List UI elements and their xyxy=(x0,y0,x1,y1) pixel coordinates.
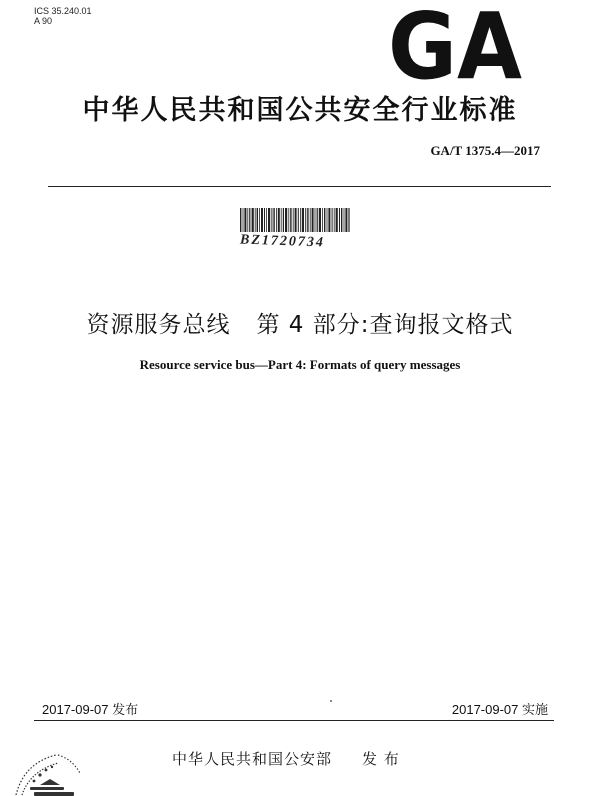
ics-code: ICS 35.240.01 xyxy=(34,6,92,16)
title-cn-part1: 资源服务总线 xyxy=(86,312,231,338)
ccs-code: A 90 xyxy=(34,16,53,26)
footer-rule xyxy=(34,720,554,721)
title-cn-part2: 第 4 部分:查询报文格式 xyxy=(256,312,514,338)
publisher-action: 发 布 xyxy=(362,750,400,768)
scan-speck xyxy=(330,700,332,702)
org-title: 中华人民共和国公共安全行业标准 xyxy=(82,95,518,126)
standard-number: GA/T 1375.4—2017 xyxy=(430,143,540,158)
classification-codes xyxy=(34,6,92,26)
implementation-date: 2017-09-07 实施 xyxy=(451,702,548,717)
ga-logo-text: GA xyxy=(388,4,522,84)
barcode-number: BZ1720734 xyxy=(239,232,326,251)
document-title-en: Resource service bus—Part 4: Formats of query messages xyxy=(139,357,461,372)
publisher xyxy=(172,748,400,769)
issue-date: 2017-09-07 发布 xyxy=(42,702,139,717)
barcode-image xyxy=(240,208,350,232)
national-emblem-icon xyxy=(10,745,85,796)
ga-logo xyxy=(386,4,524,84)
publisher-name: 中华人民共和国公安部 xyxy=(172,750,333,768)
header-rule xyxy=(48,186,551,187)
document-title-cn xyxy=(0,306,600,339)
